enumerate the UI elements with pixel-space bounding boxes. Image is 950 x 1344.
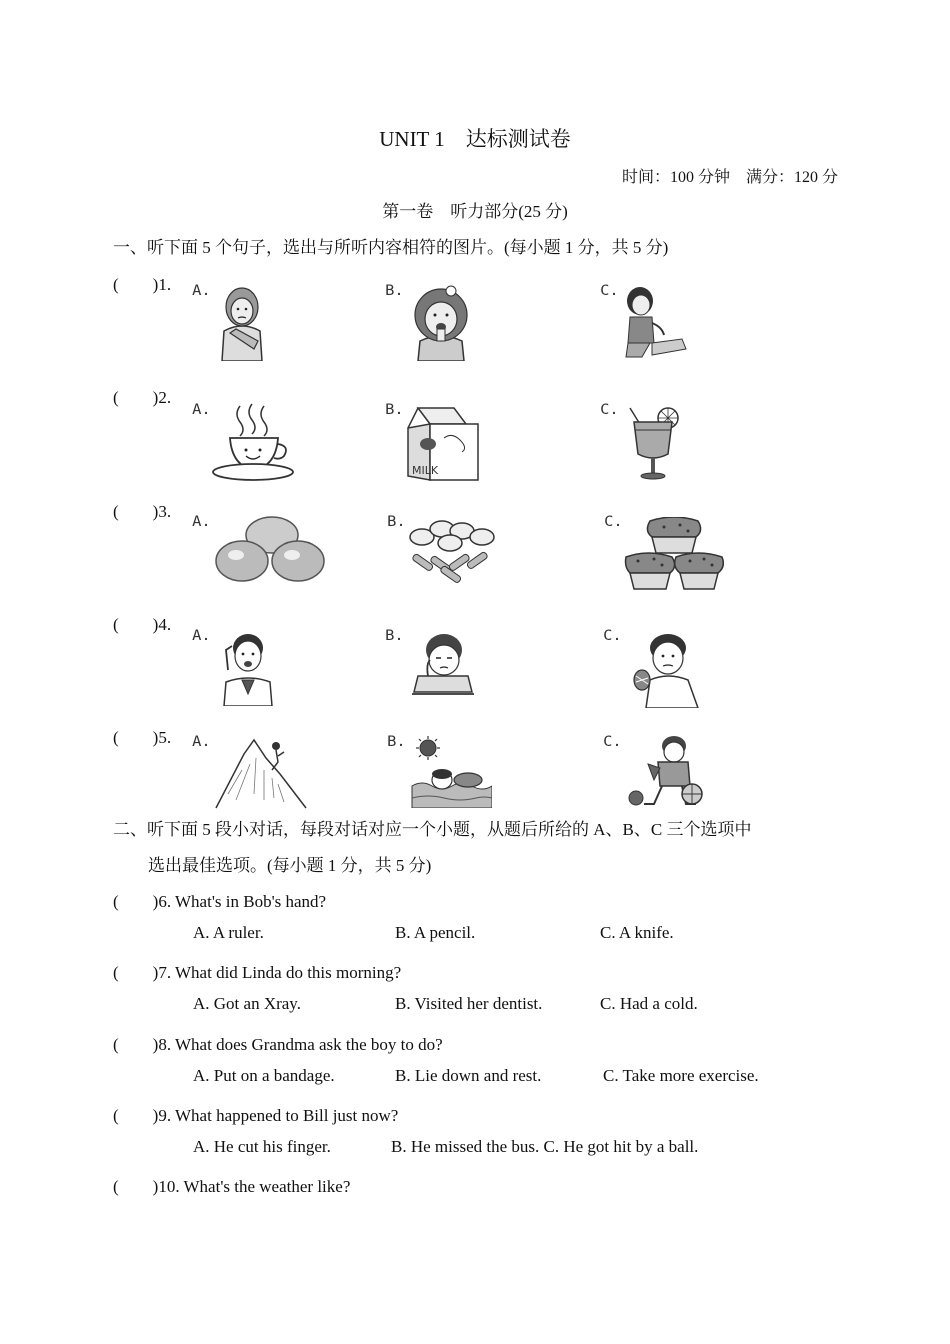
- question-4-label: ( )4.: [113, 615, 172, 634]
- cup-of-hot-tea-picture[interactable]: [212, 402, 294, 482]
- q4-option-c-letter: C.: [603, 628, 622, 644]
- q1-option-c-letter: C.: [600, 283, 619, 299]
- section1-title: 一、听下面 5 个句子，选出与所听内容相符的图片。(每小题 1 分，共 5 分): [113, 238, 669, 257]
- climbing-mountain-picture[interactable]: [214, 734, 308, 810]
- question-1-label: ( )1.: [113, 275, 172, 294]
- q7-option-b[interactable]: B. Visited her dentist.: [395, 994, 543, 1013]
- question-8-label: ( )8. What does Grandma ask the boy to do?: [113, 1035, 443, 1054]
- glass-of-juice-picture[interactable]: [626, 404, 688, 482]
- q6-option-a[interactable]: A. A ruler.: [193, 923, 264, 942]
- boy-with-sore-throat-picture[interactable]: [220, 630, 276, 706]
- question-10-label: ( )10. What's the weather like?: [113, 1177, 351, 1196]
- section2-title-line2: 选出最佳选项。(每小题 1 分，共 5 分): [148, 856, 432, 875]
- question-7-label: ( )7. What did Linda do this morning?: [113, 963, 402, 982]
- part-title: 第一卷 听力部分(25 分): [382, 202, 568, 221]
- q2-option-c-letter: C.: [600, 402, 619, 418]
- woman-with-arm-sling-picture[interactable]: [214, 283, 270, 361]
- time-and-score: 时间：100 分钟 满分：120 分: [621, 169, 838, 186]
- q8-option-a[interactable]: A. Put on a bandage.: [193, 1066, 335, 1085]
- q2-option-a-letter: A.: [192, 402, 211, 418]
- question-6-label: ( )6. What's in Bob's hand?: [113, 892, 327, 911]
- q6-option-c[interactable]: C. A knife.: [600, 923, 674, 942]
- q4-option-a-letter: A.: [192, 628, 211, 644]
- muffins-picture[interactable]: [624, 517, 724, 591]
- section2-title-line1: 二、听下面 5 段小对话，每段对话对应一个小题，从题后所给的 A、B、C 三个选项中: [113, 820, 752, 839]
- milk-carton-picture[interactable]: [404, 404, 482, 482]
- q5-option-b-letter: B.: [387, 734, 406, 750]
- question-5-label: ( )5.: [113, 728, 172, 747]
- boy-with-headache-picture[interactable]: [408, 632, 476, 698]
- q3-option-c-letter: C.: [604, 514, 623, 530]
- q9-option-b-and-c[interactable]: B. He missed the bus. C. He got hit by a ball.: [391, 1137, 699, 1156]
- q8-option-b[interactable]: B. Lie down and rest.: [395, 1066, 542, 1085]
- q1-option-b-letter: B.: [385, 283, 404, 299]
- q9-option-a[interactable]: A. He cut his finger.: [193, 1137, 331, 1156]
- q7-option-a[interactable]: A. Got an Xray.: [193, 994, 301, 1013]
- question-3-label: ( )3.: [113, 502, 172, 521]
- q1-option-a-letter: A.: [192, 283, 211, 299]
- q5-option-c-letter: C.: [603, 734, 622, 750]
- question-9-label: ( )9. What happened to Bill just now?: [113, 1106, 399, 1125]
- q8-option-c[interactable]: C. Take more exercise.: [603, 1066, 759, 1085]
- boy-sitting-with-sore-leg-picture[interactable]: [622, 283, 692, 361]
- page-title: UNIT 1 达标测试卷: [379, 127, 571, 151]
- q4-option-b-letter: B.: [385, 628, 404, 644]
- q6-option-b[interactable]: B. A pencil.: [395, 923, 476, 942]
- milk-carton-label: MILK: [412, 464, 439, 477]
- q7-option-c[interactable]: C. Had a cold.: [600, 994, 698, 1013]
- q3-option-b-letter: B.: [387, 514, 406, 530]
- playing-basketball-picture[interactable]: [628, 734, 706, 810]
- girl-with-toothache-picture[interactable]: [410, 283, 472, 361]
- q2-option-b-letter: B.: [385, 402, 404, 418]
- question-2-label: ( )2.: [113, 388, 172, 407]
- swimming-in-sun-picture[interactable]: [408, 736, 492, 808]
- boy-with-hurt-hand-picture[interactable]: [626, 632, 702, 708]
- eggs-picture[interactable]: [214, 515, 326, 587]
- pills-and-bandages-picture[interactable]: [406, 517, 498, 583]
- q5-option-a-letter: A.: [192, 734, 211, 750]
- q3-option-a-letter: A.: [192, 514, 211, 530]
